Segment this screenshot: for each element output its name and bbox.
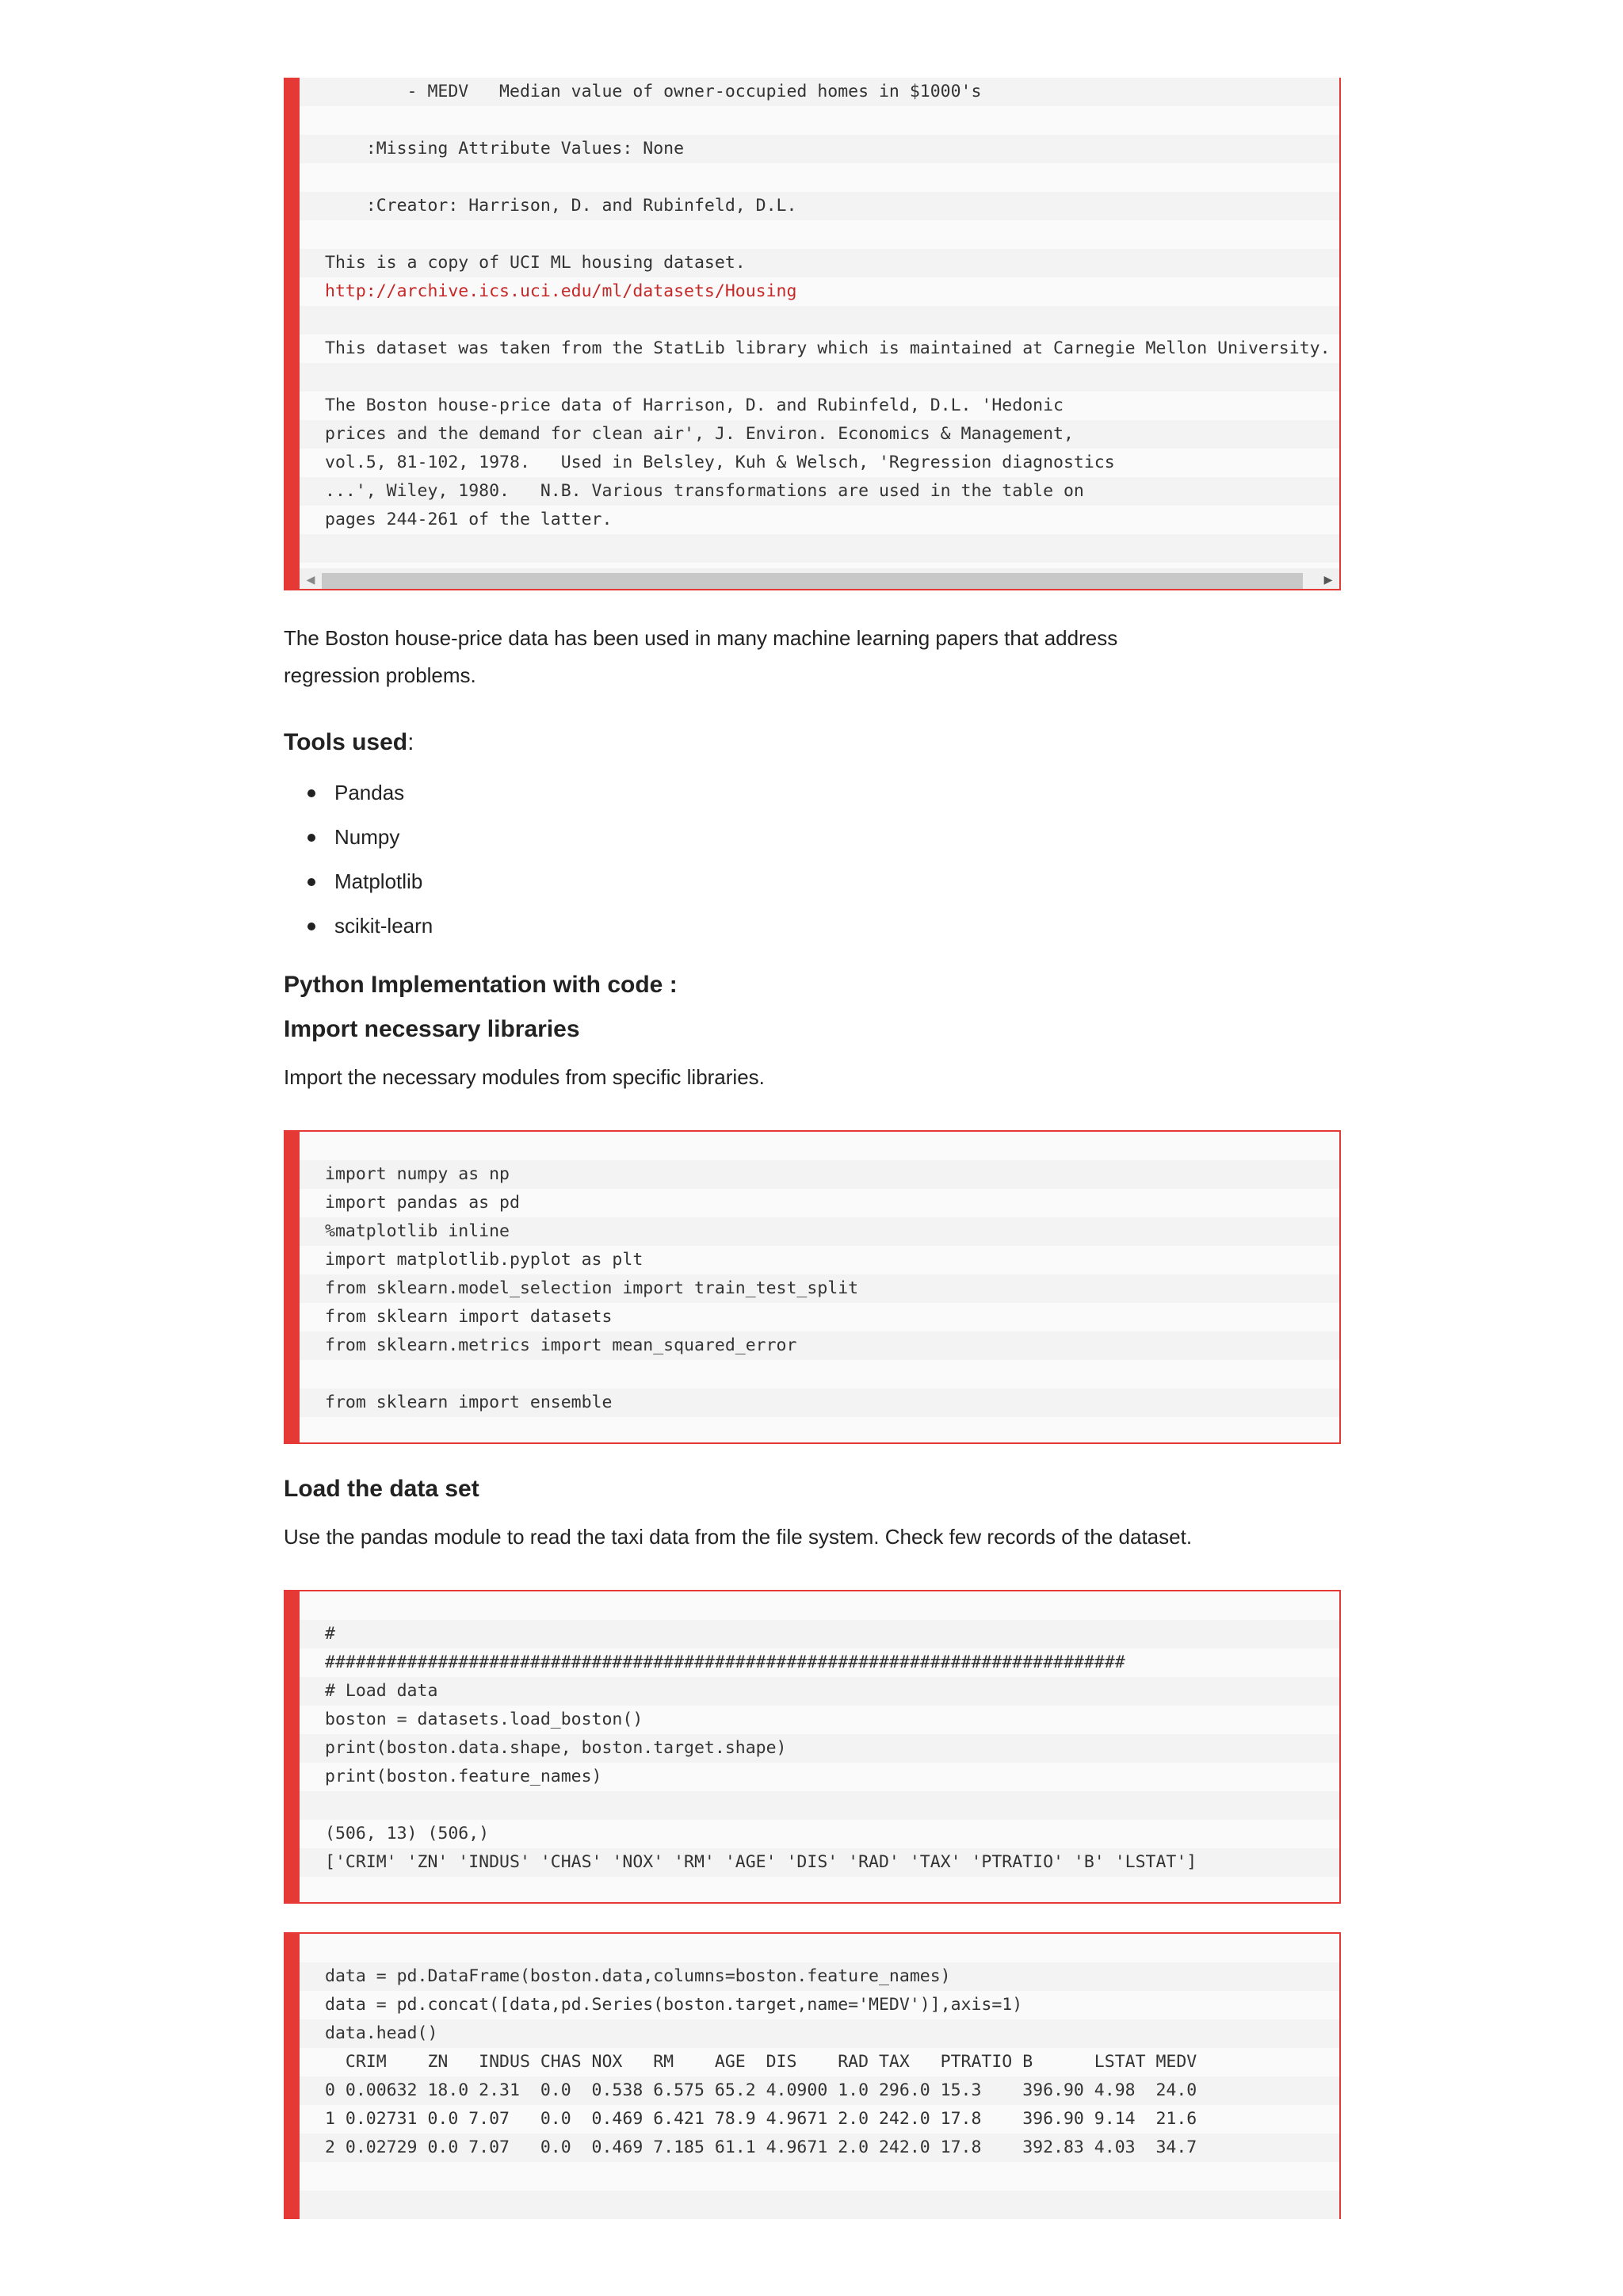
code-line: :Creator: Harrison, D. and Rubinfeld, D.L.	[300, 192, 1339, 220]
code-line: print(boston.feature_names)	[325, 1767, 602, 1786]
code-line: boston = datasets.load_boston()	[325, 1710, 643, 1729]
tool-label: Numpy	[334, 825, 400, 849]
code-line: from sklearn import ensemble	[300, 1389, 1339, 1417]
code-line: This dataset was taken from the StatLib library which is maintained at Carnegie Mellon University.	[325, 338, 1331, 358]
code-line	[300, 1417, 1339, 1446]
code-line: The Boston house-price data of Harrison, D. and Rubinfeld, D.L. 'Hedonic	[325, 395, 1064, 415]
code-line: data = pd.concat([data,pd.Series(boston.target,name='MEDV')],axis=1)	[325, 1995, 1023, 2015]
code-line: ...', Wiley, 1980. N.B. Various transformations are used in the table on	[300, 477, 1339, 506]
code-line	[300, 1132, 1339, 1160]
tools-list	[284, 770, 433, 948]
code-line: (506, 13) (506,)	[325, 1824, 490, 1843]
code-line	[300, 220, 1339, 249]
code-line: pages 244-261 of the latter.	[325, 510, 613, 529]
code-line	[300, 1591, 1339, 1620]
bullet-icon	[307, 789, 315, 797]
code-line	[300, 534, 1339, 563]
code-line: This is a copy of UCI ML housing dataset.	[300, 249, 1339, 277]
code-line: data.head()	[300, 2019, 1339, 2048]
import-libraries-paragraph: Import the necessary modules from specific libraries.	[284, 1065, 765, 1089]
code-line: :Missing Attribute Values: None	[300, 135, 1339, 163]
horizontal-scrollbar[interactable]	[300, 568, 1339, 589]
code-line	[300, 1877, 1339, 1905]
boston-description-paragraph: The Boston house-price data has been used in many machine learning papers that address regression problems.	[284, 626, 1118, 687]
list-item	[284, 770, 433, 815]
imports-code-block	[284, 1130, 1341, 1444]
bullet-icon	[307, 834, 315, 842]
list-item	[284, 859, 433, 904]
code-line: #	[300, 1620, 1339, 1648]
code-line: import matplotlib.pyplot as plt	[325, 1250, 643, 1270]
python-implementation-heading: Python Implementation with code :	[284, 972, 678, 998]
code-line	[300, 363, 1339, 392]
code-line: 1 0.02731 0.0 7.07 0.0 0.469 6.421 78.9 4.9671 2.0 242.0 17.8 396.90 9.14 21.6	[325, 2109, 1197, 2129]
tool-label: scikit-learn	[334, 914, 433, 938]
code-line	[300, 163, 1339, 192]
tools-used-colon: :	[407, 729, 414, 755]
tools-used-heading	[284, 729, 414, 756]
code-line: %matplotlib inline	[300, 1217, 1339, 1246]
code-line: from sklearn.metrics import mean_squared_error	[300, 1331, 1339, 1360]
code-line: vol.5, 81-102, 1978. Used in Belsley, Kuh & Welsch, 'Regression diagnostics	[325, 453, 1115, 472]
scroll-right-icon[interactable]: ▶	[1323, 573, 1333, 586]
code-line	[300, 277, 1339, 306]
code-line	[300, 1791, 1339, 1820]
load-data-heading: Load the data set	[284, 1476, 479, 1502]
code-line	[300, 1360, 1339, 1389]
code-line: - MEDV Median value of owner-occupied homes in $1000's	[300, 78, 1339, 106]
uci-housing-link[interactable]: http://archive.ics.uci.edu/ml/datasets/Housing	[325, 281, 797, 301]
load-data-code-block	[284, 1590, 1341, 1904]
code-line: CRIM ZN INDUS CHAS NOX RM AGE DIS RAD TAX PTRATIO B LSTAT MEDV	[325, 2052, 1197, 2072]
load-data-paragraph: Use the pandas module to read the taxi data from the file system. Check few records of the dataset.	[284, 1525, 1193, 1549]
import-libraries-heading: Import necessary libraries	[284, 1016, 580, 1042]
code-line: from sklearn.model_selection import train_test_split	[300, 1274, 1339, 1303]
dataframe-code-block	[284, 1932, 1341, 2219]
code-line: import pandas as pd	[325, 1193, 520, 1213]
list-item	[284, 904, 433, 948]
code-line	[300, 306, 1339, 334]
code-line: data = pd.DataFrame(boston.data,columns=boston.feature_names)	[300, 1962, 1339, 1991]
bullet-icon	[307, 878, 315, 886]
code-line	[300, 2162, 1339, 2191]
bullet-icon	[307, 923, 315, 930]
list-item	[284, 815, 433, 859]
code-line: from sklearn import datasets	[325, 1307, 613, 1327]
code-line: ['CRIM' 'ZN' 'INDUS' 'CHAS' 'NOX' 'RM' 'AGE' 'DIS' 'RAD' 'TAX' 'PTRATIO' 'B' 'LSTAT']	[300, 1848, 1339, 1877]
code-line: ##############################################################################	[325, 1652, 1125, 1672]
tools-used-title: Tools used	[284, 729, 408, 755]
code-line: # Load data	[300, 1677, 1339, 1706]
scrollbar-thumb[interactable]	[322, 573, 1303, 589]
code-line: 0 0.00632 18.0 2.31 0.0 0.538 6.575 65.2 4.0900 1.0 296.0 15.3 396.90 4.98 24.0	[300, 2076, 1339, 2105]
code-line	[300, 1934, 1339, 1962]
tool-label: Matplotlib	[334, 869, 423, 893]
code-line: prices and the demand for clean air', J. Environ. Economics & Management,	[300, 420, 1339, 449]
code-line: print(boston.data.shape, boston.target.shape)	[300, 1734, 1339, 1763]
code-line: import numpy as np	[300, 1160, 1339, 1189]
tool-label: Pandas	[334, 781, 405, 804]
code-line	[300, 106, 1339, 135]
dataset-description-code-block	[284, 78, 1341, 590]
code-line	[300, 2191, 1339, 2219]
scroll-left-icon[interactable]: ◀	[306, 573, 315, 586]
code-line: 2 0.02729 0.0 7.07 0.0 0.469 7.185 61.1 4.9671 2.0 242.0 17.8 392.83 4.03 34.7	[300, 2134, 1339, 2162]
